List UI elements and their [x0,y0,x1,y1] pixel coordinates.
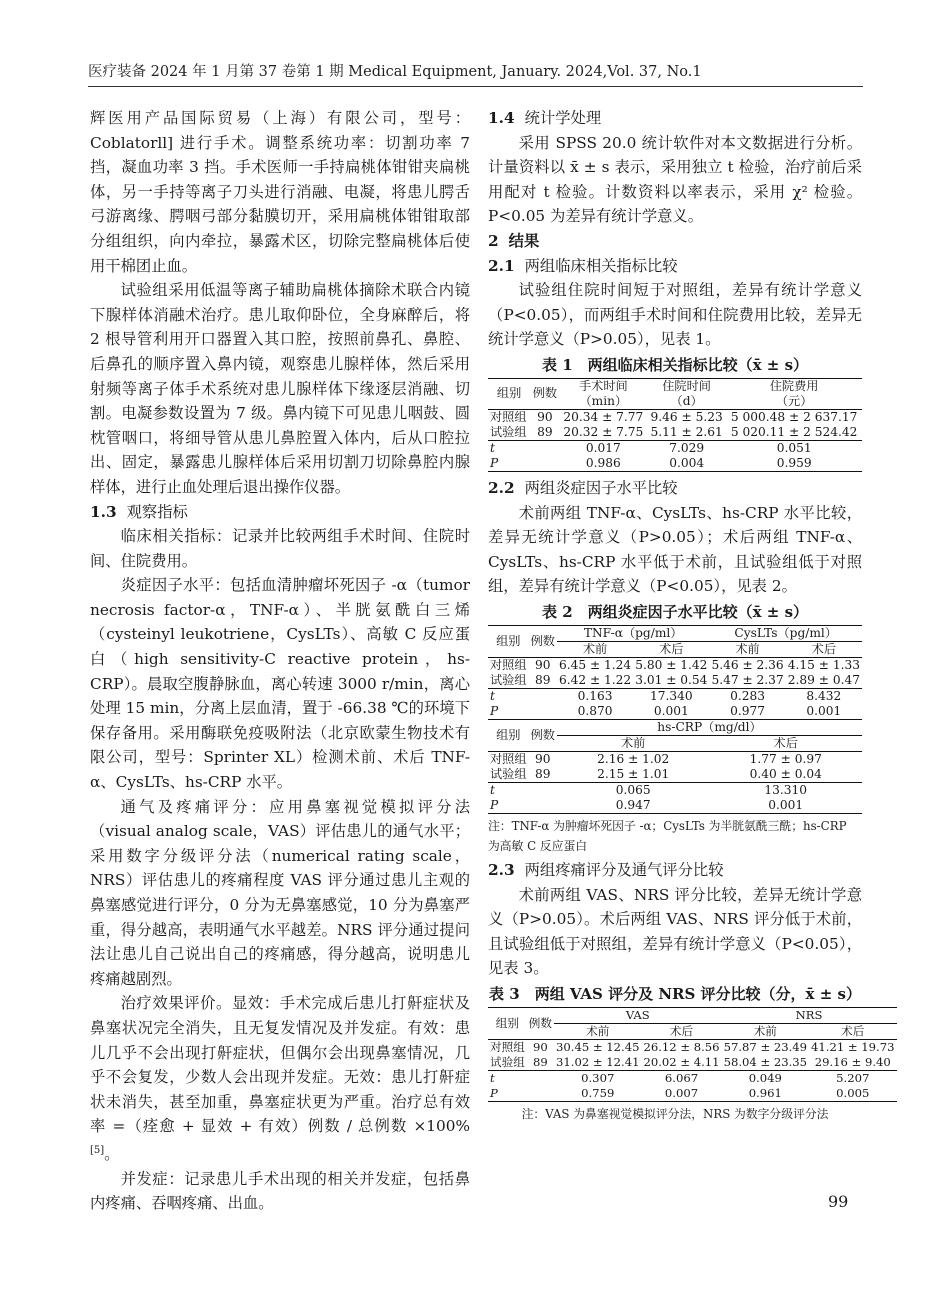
table-cell: 6.45 ± 1.24 [558,657,632,672]
table-cell: 0.307 [581,1070,615,1085]
table-cell: 90 [533,1039,548,1054]
table-cell: 0.001 [709,798,862,814]
table-cell: 2.89 ± 0.47 [786,673,862,689]
paragraph: 采用 SPSS 20.0 统计软件对本文数据进行分析。计量资料以 x̄ ± s 表示，采用独立 t 检验，治疗前后采用配对 t 检验。计数资料以率表示，采用 χ² 检验。P<0.05 为差异有统计学意义。 [488,133,862,226]
table-cell [529,782,557,798]
table-cell: 0.759 [554,1086,641,1102]
table-1 [488,378,862,472]
table-cell: t [490,1070,495,1085]
section-heading-2-2 [488,476,862,501]
table-cell: P [490,455,499,470]
table-cell: 5.46 ± 2.36 [711,657,784,672]
table-cell [529,704,557,720]
table-cell: 29.16 ± 9.40 [809,1055,896,1071]
table-cell: 0.163 [577,688,613,703]
section-title: 两组疼痛评分及通气评分比较 [524,860,724,879]
table-header-cell: 术前 [709,641,785,657]
paragraph: 并发症：记录患儿手术出现的相关并发症，包括鼻内疼痛、吞咽疼痛、出血。 [90,1169,470,1213]
section-heading-2-1 [488,254,862,279]
table-cell: 1.77 ± 0.97 [749,751,822,766]
table-cell: t [490,782,495,797]
right-column [488,106,895,1124]
table-header-cell: 组别 [488,378,530,409]
table-row [488,1039,897,1055]
paragraph [90,991,470,1166]
table-row [488,782,862,798]
table-header-cell: 手术时间 [560,378,647,394]
table-header-cell: 术后 [641,1023,721,1039]
paragraph: 试验组住院时间短于对照组，差异有统计学意义（P<0.05），而两组手术时间和住院费用比较，差异无统计学意义（P>0.05），见表 1。 [488,281,862,349]
table-row [488,1055,897,1071]
section-title: 观察指标 [126,502,188,521]
table-cell: 5 000.48 ± 2 637.17 [730,409,858,424]
table-header-unit: （min） [560,394,647,410]
left-column [90,106,470,1216]
table-cell [530,456,560,472]
table-cell: 89 [529,767,557,783]
table-cell [527,1070,554,1086]
section-heading-1-4 [488,106,862,131]
table-cell: 58.04 ± 23.35 [723,1054,808,1069]
table-cell: 90 [534,751,551,766]
table-row [488,798,862,814]
table-header-cell: hs-CRP（mg/dl） [557,719,862,735]
table-cell: 17.340 [649,688,693,703]
table-header-cell: 例数 [529,625,557,657]
table-cell: 6.42 ± 1.22 [557,673,633,689]
table-cell [530,440,560,456]
section-title: 两组炎症因子水平比较 [524,478,678,497]
table-cell: P [490,703,499,718]
table-cell: 31.02 ± 12.41 [556,1054,640,1069]
section-number: 2.2 [488,478,515,497]
table-cell: 5.11 ± 2.61 [647,425,726,441]
table-cell: 试验组 [488,425,530,441]
table-cell: 0.977 [709,704,785,720]
table-cell: 0.065 [615,782,651,797]
section-heading-1-3 [90,500,470,525]
table-cell: 0.051 [776,440,812,455]
table-2-caption: 表 2 两组炎症因子水平比较（x̄ ± s） [541,602,809,621]
section-number: 1.4 [488,109,515,127]
table-cell: 0.001 [786,704,862,720]
table-cell: 对照组 [490,1039,525,1054]
table-header-cell: 组别 [488,625,529,657]
table-cell: 3.01 ± 0.54 [633,673,709,689]
table-row [488,704,862,720]
table-cell: 6.067 [664,1070,699,1085]
page-number: 99 [828,1192,849,1211]
table-cell: 41.21 ± 19.73 [811,1039,895,1054]
table-row [488,1086,897,1102]
table-header-cell: NRS [722,1007,897,1023]
paragraph-text-end: 。 [104,1145,120,1164]
table-cell: 89 [529,673,557,689]
table-cell: 89 [527,1055,554,1071]
table-cell: 0.049 [748,1070,782,1085]
table-cell: 20.34 ± 7.77 [563,409,644,424]
table-header-unit: （元） [726,394,862,410]
paragraph: 临床相关指标：记录并比较两组手术时间、住院时间、住院费用。 [90,527,470,570]
table-cell: 2.15 ± 1.01 [557,767,710,783]
table-row [488,673,862,689]
table-cell: 0.959 [726,456,862,472]
table-row [488,657,862,673]
table-header-cell: 术前 [557,641,633,657]
table-cell: 30.45 ± 12.45 [556,1039,640,1054]
table-header-cell: 组别 [488,1007,527,1039]
table-cell: 0.017 [585,440,621,455]
table-cell: 5 020.11 ± 2 524.42 [726,425,862,441]
table-cell: 0.870 [557,704,633,720]
table-cell [529,688,557,704]
table-cell: t [490,440,495,455]
table-row [488,440,862,456]
table-header-cell: 例数 [527,1007,554,1039]
table-cell: 7.029 [669,440,705,455]
table-cell: 0.40 ± 0.04 [709,767,862,783]
table-cell: 20.32 ± 7.75 [560,425,647,441]
table-header-cell: 术后 [809,1023,896,1039]
paragraph-text: 治疗效果评价。显效：手术完成后患儿打鼾症状及鼻塞状况完全消失，且无复发情况及并发症。有效：患儿几乎不会出现打鼾症状，但偶尔会出现鼻塞情况，几乎不会复发，少数人会出现并发症。无效：患儿打鼾症状未消失，甚至加重，鼻塞症状更为严重。治疗总有效率 =（痊愈 + 显效 + 有效）例数 / 总例数 ×100% [90,994,470,1136]
table-3-note: 注：VAS 为鼻塞视觉模拟评分法，NRS 为数字分级评分法 [521,1106,829,1121]
paragraph: 试验组采用低温等离子辅助扁桃体摘除术联合内镜下腺样体消融术治疗。患儿取仰卧位，全身麻醉后，将 2 根导管利用开口器置入其口腔，按照前鼻孔、鼻腔、后鼻孔的顺序置入鼻内镜，观察患儿腺样体，然后采用射频等离子体手术系统对患儿腺样体下缘逐层消融、切割。电凝参数设置为 7 级。鼻内镜下可见患儿咽鼓、圆枕管咽口，将细导管从患儿鼻腔置入体内，后从口腔拉出、固定，暴露患儿腺样体后采用切割刀切除鼻腔内腺样体，进行止血处理后退出操作仪器。 [90,281,470,496]
section-title: 结果 [508,231,540,250]
table-header-cell: 术后 [709,735,862,751]
table-cell: 20.02 ± 4.11 [643,1054,720,1069]
section-title: 统计学处理 [524,109,602,127]
table-cell: P [490,797,499,812]
table-header-cell: 例数 [529,719,557,751]
table-cell: 对照组 [490,657,527,672]
paragraph: 炎症因子水平：包括血清肿瘤坏死因子 -α（tumor necrosis factor-α，TNF-α）、半胱氨酰白三烯（cysteinyl leukotriene，CysLTs）、高敏 C 反应蛋白（high sensitivity-C reactive protein，hs-CRP）。晨取空腹静脉血，离心转速 3000 r/min，离心处理 15 min，分离上层血清，置于 -66.38 ℃的环境下保存备用。采用酶联免疫吸附法（北京欧蒙生物技术有限公司，型号：Sprinter XL）检测术前、术后 TNF-α、CysLTs、hs-CRP 水平。 [90,576,470,792]
table-cell: 26.12 ± 8.56 [643,1039,720,1054]
table-1-caption: 表 1 两组临床相关指标比较（x̄ ± s） [541,355,809,374]
table-cell: 90 [537,409,553,424]
table-row [488,1070,897,1086]
table-header-cell: TNF-α（pg/ml） [557,625,710,641]
table-header-cell: 术前 [722,1023,809,1039]
table-3 [488,1007,897,1102]
table-cell: 90 [534,657,551,672]
paragraph: 术前两组 VAS、NRS 评分比较，差异无统计学意义（P>0.05）。术后两组 VAS、NRS 评分低于术前，且试验组低于对照组，差异有统计学意义（P<0.05），见表 3。 [488,885,862,978]
table-cell: 试验组 [490,672,527,687]
table-header-cell: VAS [554,1007,722,1023]
table-cell: 9.46 ± 5.23 [650,409,723,424]
table-cell: 0.961 [722,1086,809,1102]
table-cell: 试验组 [490,1054,525,1069]
table-cell [529,798,557,814]
table-cell: 对照组 [490,751,527,766]
table-cell: 0.947 [557,798,710,814]
table-header-cell: 术后 [786,641,862,657]
table-2 [488,625,862,814]
citation: [5] [90,1144,105,1156]
table-3-caption: 表 3 两组 VAS 评分及 NRS 评分比较（分，x̄ ± s） [489,984,861,1003]
table-cell: 8.432 [806,688,842,703]
table-header-cell: 组别 [488,719,529,751]
table-cell: 4.15 ± 1.33 [787,657,860,672]
table-row [488,425,862,441]
table-cell: 对照组 [490,409,527,424]
table-row [488,409,862,425]
table-header-unit: （d） [647,394,726,410]
table-row [488,688,862,704]
section-number: 2 [488,231,499,250]
table-cell: 0.005 [809,1086,896,1102]
table-header-cell: CysLTs（pg/ml） [709,625,862,641]
table-cell [527,1086,554,1102]
table-cell: 5.207 [836,1070,870,1085]
table-cell: 试验组 [490,766,527,781]
table-cell: 57.87 ± 23.49 [723,1039,808,1054]
table-2-note: 注：TNF-α 为肿瘤坏死因子 -α；CysLTs 为半胱氨酰三酰；hs-CRP 为高敏 C 反应蛋白 [488,818,847,853]
table-cell: P [490,1085,498,1100]
table-cell: 5.47 ± 2.37 [709,673,785,689]
table-cell: 5.80 ± 1.42 [635,657,708,672]
table-header-cell: 例数 [530,378,560,409]
table-cell: t [490,688,495,703]
section-number: 2.1 [488,256,515,275]
table-cell: 0.986 [560,456,647,472]
paragraph: 通气及疼痛评分：应用鼻塞视觉模拟评分法（visual analog scale，VAS）评估患儿的通气水平；采用数字分级评分法（numerical rating scale，NRS）评估患儿的疼痛程度 VAS 评分通过患儿主观的鼻塞感觉进行评分，0 分为无鼻塞感觉，10 分为鼻塞严重，得分越高，表明通气水平越差。NRS 评分通过提问法让患儿自己说出自己的疼痛感，得分越高，说明患儿疼痛越剧烈。 [90,797,470,988]
table-row [488,767,862,783]
section-number: 2.3 [488,860,515,879]
table-header-cell: 住院费用 [726,378,862,394]
section-heading-2-3 [488,858,862,883]
table-header-cell: 住院时间 [647,378,726,394]
table-cell: 0.007 [641,1086,721,1102]
table-cell: 89 [530,425,560,441]
table-header-cell: 术前 [554,1023,641,1039]
table-cell: 0.283 [730,688,765,703]
table-cell: 13.310 [764,782,808,797]
section-heading-2 [488,229,862,254]
paragraph: 辉医用产品国际贸易（上海）有限公司，型号：Coblatorll] 进行手术。调整系统功率：切割功率 7 挡，凝血功率 3 挡。手术医师一手持扁桃体钳钳夹扁桃体，另一手持等离子刀头进行消融、电凝，将患儿腭舌弓游离缘、腭咽弓部分黏膜切开，采用扁桃体钳钳取部分组组织，向内牵拉，暴露术区，切除完整扁桃体后使用干棉团止血。 [90,109,470,275]
paragraph: 术前两组 TNF-α、CysLTs、hs-CRP 水平比较，差异无统计学意义（P>0.05）；术后两组 TNF-α、CysLTs、hs-CRP 水平低于术前，且试验组低于对照组，差异有统计学意义（P<0.05），见表 2。 [488,503,862,596]
section-title: 两组临床相关指标比较 [524,256,678,275]
section-number: 1.3 [90,502,117,521]
table-header-cell: 术前 [557,735,710,751]
table-cell: 2.16 ± 1.02 [597,751,670,766]
table-row [488,751,862,767]
table-cell: 0.001 [633,704,709,720]
table-row [488,456,862,472]
table-header-cell: 术后 [633,641,709,657]
running-header: 医疗装备 2024 年 1 月第 37 卷第 1 期 Medical Equipment, January. 2024,Vol. 37, No.1 [88,62,863,87]
table-cell: 0.004 [647,456,726,472]
